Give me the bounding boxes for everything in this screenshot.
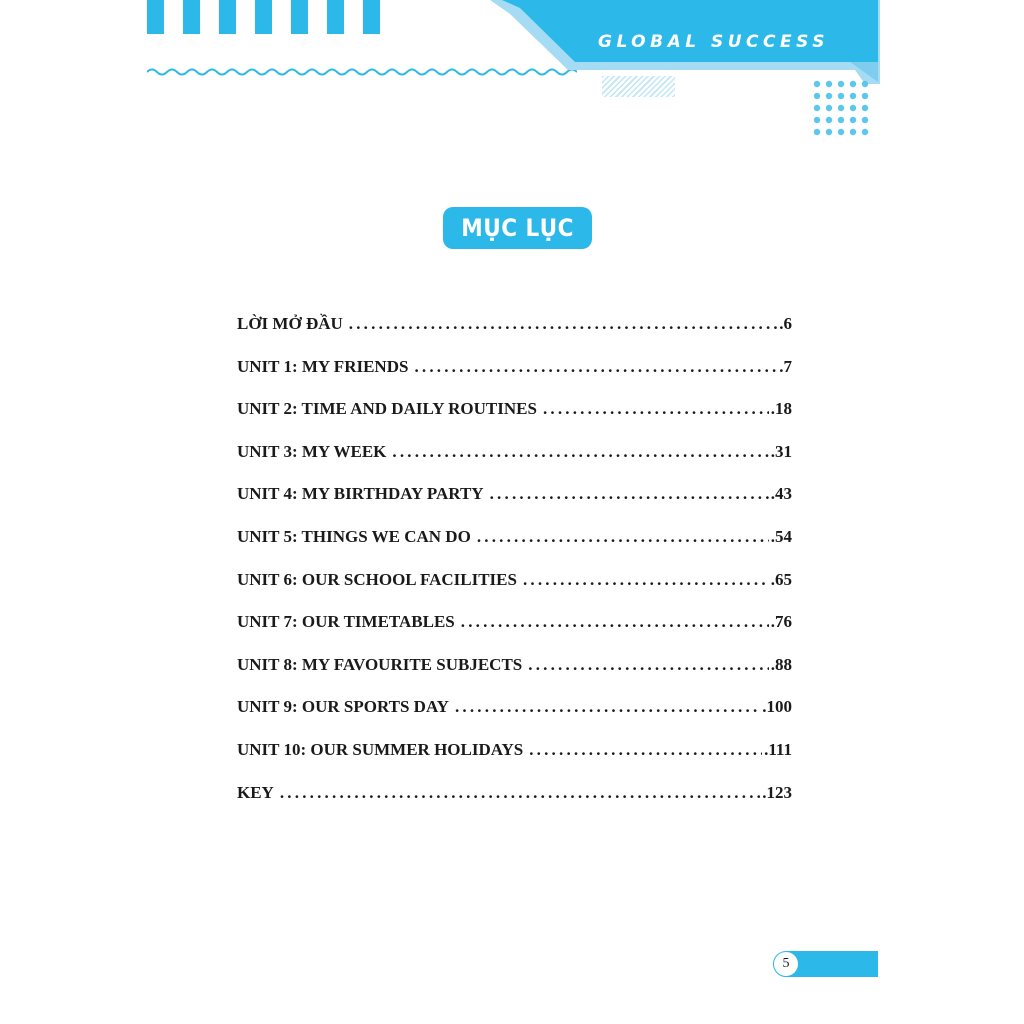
toc-entry[interactable]: [237, 612, 792, 655]
dot-leader: [490, 484, 769, 504]
toc-entry-title: UNIT 3: MY WEEK: [237, 441, 387, 461]
dot-leader: [461, 612, 769, 632]
toc-entry[interactable]: [237, 570, 792, 613]
toc-entry-title: UNIT 5: THINGS WE CAN DO: [237, 526, 471, 546]
toc-entry[interactable]: [237, 399, 792, 442]
toc-entry-title: UNIT 10: OUR SUMMER HOLIDAYS: [237, 739, 524, 759]
toc-entry[interactable]: [237, 783, 792, 826]
toc-entry-page: .31: [770, 441, 792, 461]
toc-entry-page: .54: [770, 526, 792, 546]
dot-leader: [543, 399, 769, 419]
stripe: [363, 0, 380, 34]
toc-entry-title: LỜI MỞ ĐẦU: [237, 314, 343, 333]
dot-leader: [392, 442, 768, 462]
dot-leader: [414, 357, 777, 377]
footer-bar: [786, 951, 878, 977]
toc-entry-page: .76: [770, 612, 792, 632]
toc-entry-page: .7: [779, 356, 792, 376]
dot-leader: [529, 740, 762, 760]
toc-entry-page: .43: [770, 484, 792, 504]
toc-entry-page: .111: [764, 739, 792, 759]
toc-entry[interactable]: [237, 655, 792, 698]
page-title: MỤC LỤC: [461, 214, 574, 242]
stripe: [291, 0, 308, 34]
toc-entry[interactable]: [237, 357, 792, 400]
dot-leader: [455, 697, 760, 717]
stripe: [219, 0, 236, 34]
decorative-stripes: [147, 0, 382, 34]
stripe: [255, 0, 272, 34]
toc-entry[interactable]: [237, 740, 792, 783]
toc-entry-title: KEY: [237, 782, 274, 802]
toc-entry-page: .6: [779, 314, 792, 333]
decorative-hatch: [602, 76, 675, 97]
decorative-dot-grid: [812, 80, 874, 140]
toc-entry-title: UNIT 2: TIME AND DAILY ROUTINES: [237, 399, 537, 419]
toc-entry[interactable]: [237, 527, 792, 570]
dot-leader: [523, 570, 769, 590]
dot-leader: [280, 783, 760, 803]
toc-entry[interactable]: [237, 484, 792, 527]
toc-entry-page: .123: [762, 782, 792, 802]
dot-leader: [477, 527, 769, 547]
dot-leader: [528, 655, 769, 675]
toc-entry-title: UNIT 8: MY FAVOURITE SUBJECTS: [237, 654, 523, 674]
page-number: 5: [773, 951, 799, 977]
toc-entry[interactable]: [237, 697, 792, 740]
toc-entry-title: UNIT 9: OUR SPORTS DAY: [237, 697, 449, 717]
toc-entry-title: UNIT 1: MY FRIENDS: [237, 356, 409, 376]
toc-entry-page: .88: [770, 654, 792, 674]
toc-entry-page: .100: [762, 697, 792, 717]
stripe: [183, 0, 200, 34]
toc-entry-page: .18: [770, 399, 792, 419]
toc-entry-page: .65: [770, 569, 792, 589]
table-of-contents: [237, 314, 792, 825]
toc-entry-title: UNIT 7: OUR TIMETABLES: [237, 612, 455, 632]
toc-entry[interactable]: [237, 442, 792, 485]
brand-title: GLOBAL SUCCESS: [598, 32, 829, 52]
title-badge: [443, 207, 592, 249]
toc-entry-title: UNIT 4: MY BIRTHDAY PARTY: [237, 484, 484, 504]
toc-entry-title: UNIT 6: OUR SCHOOL FACILITIES: [237, 569, 517, 589]
stripe: [327, 0, 344, 34]
stripe: [147, 0, 164, 34]
toc-entry[interactable]: [237, 314, 792, 357]
dot-leader: [349, 314, 777, 334]
